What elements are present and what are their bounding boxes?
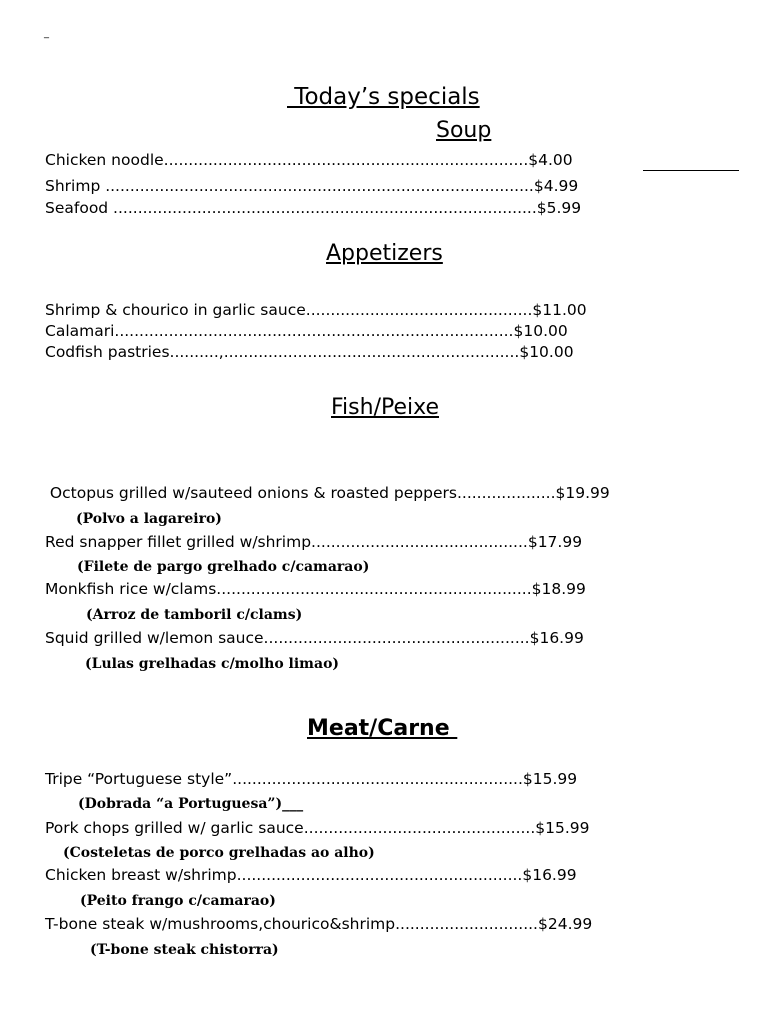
menu-item-translation: (Arroz de tamboril c/clams)	[86, 607, 303, 623]
menu-item-translation: (Polvo a lagareiro)	[76, 511, 222, 527]
menu-item: Chicken breast w/shrimp..........................................................$16.99	[45, 866, 577, 884]
menu-item: Pork chops grilled w/ garlic sauce...............................................$15.99	[45, 819, 590, 837]
page-title: Today’s specials	[287, 84, 480, 110]
underline-rule	[643, 170, 739, 171]
menu-item: Seafood ......................................................................................$5.99	[45, 199, 582, 217]
menu-item: Octopus grilled w/sauteed onions & roasted peppers....................$19.99	[45, 484, 610, 502]
menu-item: Chicken noodle..........................................................................$4.00	[45, 151, 573, 169]
menu-item-translation: (Lulas grelhadas c/molho limao)	[85, 656, 340, 672]
menu-item: T-bone steak w/mushrooms,chourico&shrimp.............................$24.99	[45, 915, 593, 933]
menu-item: Red snapper fillet grilled w/shrimp............................................$17.99	[45, 533, 583, 551]
header-mark: _	[44, 28, 49, 39]
menu-item: Codfish pastries..........,............................................................$10.00	[45, 343, 574, 361]
menu-item: Monkfish rice w/clams................................................................$18.99	[45, 580, 586, 598]
section-heading-soup: Soup	[436, 118, 492, 143]
menu-item-translation: (Costeletas de porco grelhadas ao alho)	[63, 845, 375, 861]
menu-item-translation: (Dobrada “a Portuguesa”)___	[78, 796, 304, 812]
menu-item-translation: (Filete de pargo grelhado c/camarao)	[77, 559, 370, 575]
menu-item: Shrimp & chourico in garlic sauce..............................................$11.00	[45, 301, 587, 319]
menu-item: Tripe “Portuguese style”...........................................................$15.99	[45, 770, 578, 788]
section-heading-appetizers: Appetizers	[326, 241, 443, 266]
menu-item: Shrimp .......................................................................................$4.99	[45, 177, 579, 195]
menu-item-translation: (T-bone steak chistorra)	[90, 942, 279, 958]
menu-item: Squid grilled w/lemon sauce......................................................$16.99	[45, 629, 584, 647]
menu-item-translation: (Peito frango c/camarao)	[80, 893, 276, 909]
menu-item: Calamari.................................................................................$10.00	[45, 322, 568, 340]
section-heading-fish: Fish/Peixe	[331, 395, 439, 420]
section-heading-meat: Meat/Carne	[307, 716, 458, 741]
